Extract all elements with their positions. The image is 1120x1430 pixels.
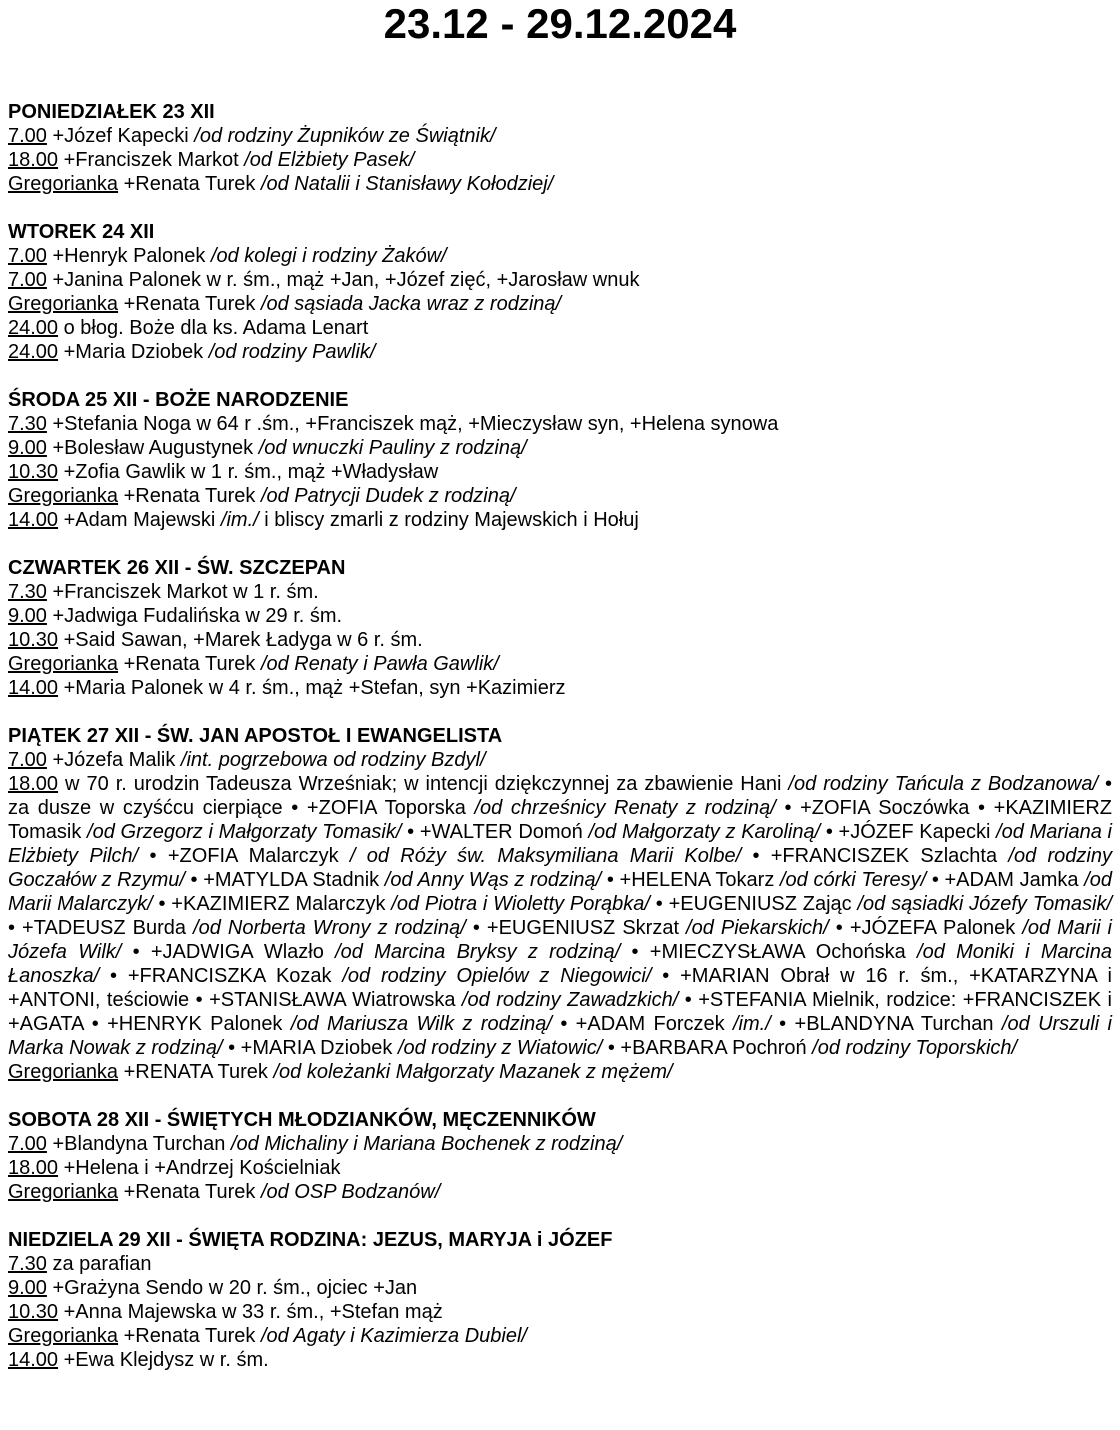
mass-entry xyxy=(8,628,1112,652)
mass-intention: +RENATA Turek xyxy=(123,1061,268,1083)
mass-entry xyxy=(8,244,1112,268)
intention-note: /od rodziny Zawadzkich/ xyxy=(461,989,679,1011)
mass-time: 7.30 xyxy=(8,581,47,603)
intention-tail: i bliscy zmarli z rodziny Majewskich i Hołuj xyxy=(264,509,639,531)
intention-note: /od Moniki i Marcina Łanoszka/ xyxy=(8,941,1112,987)
mass-entry xyxy=(8,340,1112,364)
mass-time: 14.00 xyxy=(8,1349,59,1371)
mass-entry xyxy=(8,172,1112,196)
intention-text: • +BARBARA Pochroń xyxy=(602,1037,813,1059)
mass-time: 14.00 xyxy=(8,677,59,699)
intention-note: /od rodziny z Wiatowic/ xyxy=(397,1037,603,1059)
day-section xyxy=(8,1228,1112,1372)
mass-intention: +Franciszek Markot w 1 r. śm. xyxy=(52,581,319,603)
mass-intention: +Józefa Malik xyxy=(52,749,176,771)
mass-time: 9.00 xyxy=(8,605,47,627)
intention-note: /od koleżanki Małgorzaty Mazanek z mężem/ xyxy=(273,1061,673,1083)
intention-note: /od Anny Wąs z rodziną/ xyxy=(384,869,602,891)
mass-time: 10.30 xyxy=(8,1301,59,1323)
mass-intention: o błog. Boże dla ks. Adama Lenart xyxy=(63,317,369,339)
intention-text: • +STEFANIA Mielnik, rodzice: +FRANCISZEK i +AGATA • +HENRYK Palonek xyxy=(8,989,1113,1035)
intention-note: /od OSP Bodzanów/ xyxy=(260,1181,441,1203)
intention-note: /od kolegi i rodziny Żaków/ xyxy=(210,245,447,267)
collective-intentions-paragraph xyxy=(8,772,1112,1060)
mass-intention: +Ewa Klejdysz w r. śm. xyxy=(63,1349,269,1371)
mass-time: Gregorianka xyxy=(8,485,119,507)
intention-note: /od Mariusza Wilk z rodziną/ xyxy=(290,1013,552,1035)
intention-text: • +MATYLDA Stadnik xyxy=(184,869,385,891)
mass-entry xyxy=(8,1060,1112,1084)
intention-note: /od córki Teresy/ xyxy=(780,869,927,891)
intention-note: /od rodziny Żupników ze Świątnik/ xyxy=(194,125,496,147)
intention-note: /od Piekarskich/ xyxy=(686,917,829,939)
intention-text: • +MARIAN Obrał w 16 r. śm., +KATARZYNA i +ANTONI, teściowie • +STANISŁAWA Wiatrowska xyxy=(8,965,1112,1011)
mass-entry xyxy=(8,1132,1112,1156)
intention-text: • +ZOFIA Malarczyk xyxy=(138,845,350,867)
day-section xyxy=(8,220,1112,364)
mass-time: 7.00 xyxy=(8,749,47,771)
intention-note: /od Patrycji Dudek z rodziną/ xyxy=(260,485,516,507)
day-heading: SOBOTA 28 XII - ŚWIĘTYCH MŁODZIANKÓW, MĘCZENNIKÓW xyxy=(8,1109,596,1131)
day-section xyxy=(8,1108,1112,1204)
mass-intention: +Renata Turek xyxy=(123,173,256,195)
intention-note: /od Marii Malarczyk/ xyxy=(8,869,1112,915)
intention-text: • +ADAM Forczek xyxy=(551,1013,733,1035)
mass-entry xyxy=(8,580,1112,604)
mass-entry xyxy=(8,1156,1112,1180)
mass-intention: +Henryk Palonek xyxy=(52,245,206,267)
mass-entry xyxy=(8,268,1112,292)
intention-note: /od Elżbiety Pasek/ xyxy=(244,149,415,171)
mass-time: 7.30 xyxy=(8,413,47,435)
intention-text: • +ADAM Jamka xyxy=(926,869,1085,891)
mass-time: 7.00 xyxy=(8,1133,47,1155)
mass-intention: +Blandyna Turchan xyxy=(52,1133,226,1155)
intention-note: /od Urszuli i Marka Nowak z rodziną/ xyxy=(8,1013,1112,1059)
intention-note: /od Mariana i Elżbiety Pilch/ xyxy=(8,821,1112,867)
mass-intention: +Adam Majewski xyxy=(63,509,216,531)
page-title: 23.12 - 29.12.2024 xyxy=(383,0,737,47)
intention-note: /od sąsiada Jacka wraz z rodziną/ xyxy=(260,293,562,315)
intention-text: • +EUGENIUSZ Skrzat xyxy=(465,917,687,939)
mass-intention: +Helena i +Andrzej Kościelniak xyxy=(63,1157,341,1179)
day-heading: ŚRODA 25 XII - BOŻE NARODZENIE xyxy=(8,389,349,411)
intention-note: /im./ xyxy=(733,1013,771,1035)
mass-entry xyxy=(8,1252,1112,1276)
mass-entry xyxy=(8,412,1112,436)
mass-entry xyxy=(8,604,1112,628)
day-heading: WTOREK 24 XII xyxy=(8,221,155,243)
mass-intention: +Janina Palonek w r. śm., mąż +Jan, +Józef zięć, +Jarosław wnuk xyxy=(52,269,640,291)
mass-entry xyxy=(8,1276,1112,1300)
intention-note: /im./ xyxy=(220,509,259,531)
mass-time: Gregorianka xyxy=(8,1181,119,1203)
intention-note: /od Marcina Bryksy z rodziną/ xyxy=(335,941,621,963)
mass-time: Gregorianka xyxy=(8,293,119,315)
mass-entry xyxy=(8,460,1112,484)
intention-note: /od rodziny Goczałów z Rzymu/ xyxy=(8,845,1112,891)
mass-intention: +Renata Turek xyxy=(123,1325,256,1347)
mass-time: 7.00 xyxy=(8,125,47,147)
mass-intention: +Jadwiga Fudalińska w 29 r. śm. xyxy=(52,605,343,627)
mass-intention: +Bolesław Augustynek xyxy=(52,437,254,459)
mass-entry xyxy=(8,292,1112,316)
mass-time: 7.00 xyxy=(8,269,47,291)
day-heading: PONIEDZIAŁEK 23 XII xyxy=(8,101,215,123)
mass-entry xyxy=(8,1324,1112,1348)
day-section xyxy=(8,100,1112,196)
mass-intention: +Maria Palonek w 4 r. śm., mąż +Stefan, syn +Kazimierz xyxy=(63,677,566,699)
mass-entry xyxy=(8,676,1112,700)
mass-time: 7.30 xyxy=(8,1253,47,1275)
mass-intention: +Renata Turek xyxy=(123,485,256,507)
mass-time: 24.00 xyxy=(8,317,59,339)
mass-intention: za parafian xyxy=(52,1253,152,1275)
mass-entry xyxy=(8,748,1112,772)
mass-intention: +Franciszek Markot xyxy=(63,149,239,171)
mass-time: 9.00 xyxy=(8,1277,47,1299)
mass-time: Gregorianka xyxy=(8,1061,119,1083)
intention-text: • +KAZIMIERZ Malarczyk xyxy=(152,893,392,915)
intention-note: /od rodziny Tańcula z Bodzanowa/ xyxy=(788,773,1098,795)
mass-entry xyxy=(8,1348,1112,1372)
intention-text: • +MIECZYSŁAWA Ochońska xyxy=(620,941,918,963)
mass-entry xyxy=(8,508,1112,532)
mass-entry xyxy=(8,316,1112,340)
intention-text: • +EUGENIUSZ Zając xyxy=(649,893,858,915)
day-heading: PIĄTEK 27 XII - ŚW. JAN APOSTOŁ I EWANGELISTA xyxy=(8,725,503,747)
mass-intention: +Zofia Gawlik w 1 r. śm., mąż +Władysław xyxy=(63,461,439,483)
intention-text: • +BLANDYNA Turchan xyxy=(770,1013,1002,1035)
mass-intention: +Anna Majewska w 33 r. śm., +Stefan mąż xyxy=(63,1301,443,1323)
intention-note: /od rodziny Opielów z Niegowici/ xyxy=(342,965,652,987)
day-heading: NIEDZIELA 29 XII - ŚWIĘTA RODZINA: JEZUS, MARYJA i JÓZEF xyxy=(8,1229,613,1251)
intention-text: • +JADWIGA Wlazło xyxy=(121,941,336,963)
intention-text: • +FRANCISZEK Szlachta xyxy=(741,845,1009,867)
mass-entry xyxy=(8,652,1112,676)
intention-note: /int. pogrzebowa od rodziny Bzdyl/ xyxy=(180,749,486,771)
mass-time: 18.00 xyxy=(8,1157,59,1179)
intention-note: /od chrześnicy Renaty z rodziną/ xyxy=(474,797,776,819)
mass-entry xyxy=(8,124,1112,148)
mass-intention: +Grażyna Sendo w 20 r. śm., ojciec +Jan xyxy=(52,1277,418,1299)
mass-time: Gregorianka xyxy=(8,173,119,195)
intention-text: • za dusze w czyśćcu cierpiące • +ZOFIA Toporska xyxy=(8,773,1112,819)
intention-note: /od wnuczki Pauliny z rodziną/ xyxy=(258,437,527,459)
intention-note: /od Norberta Wrony z rodziną/ xyxy=(193,917,466,939)
intention-note: / od Róży św. Maksymiliana Marii Kolbe/ xyxy=(349,845,742,867)
mass-time: 24.00 xyxy=(8,341,59,363)
mass-time: 7.00 xyxy=(8,245,47,267)
mass-intention: +Renata Turek xyxy=(123,653,256,675)
intention-note: /od Natalii i Stanisławy Kołodziej/ xyxy=(260,173,554,195)
day-section xyxy=(8,388,1112,532)
mass-time: 10.30 xyxy=(8,629,59,651)
intention-note: /od rodziny Toporskich/ xyxy=(812,1037,1018,1059)
mass-intention: +Stefania Noga w 64 r .śm., +Franciszek mąż, +Mieczysław syn, +Helena synowa xyxy=(52,413,779,435)
mass-intention: +Renata Turek xyxy=(123,293,256,315)
mass-time: 9.00 xyxy=(8,437,47,459)
intention-note: /od Grzegorz i Małgorzaty Tomasik/ xyxy=(87,821,402,843)
intention-text: • +ZOFIA Soczówka • +KAZIMIERZ Tomasik xyxy=(8,797,1112,843)
intention-note: /od Michaliny i Mariana Bochenek z rodziną/ xyxy=(230,1133,623,1155)
mass-intention: +Maria Dziobek xyxy=(63,341,204,363)
mass-time: Gregorianka xyxy=(8,1325,119,1347)
intention-text: • +WALTER Domoń xyxy=(401,821,589,843)
intention-note: /od Małgorzaty z Karoliną/ xyxy=(588,821,821,843)
mass-intention: +Said Sawan, +Marek Ładyga w 6 r. śm. xyxy=(63,629,423,651)
mass-schedule xyxy=(8,100,1112,1396)
day-section xyxy=(8,724,1112,1084)
day-section xyxy=(8,556,1112,700)
intention-note: /od Marii i Józefa Wilk/ xyxy=(8,917,1112,963)
mass-entry xyxy=(8,484,1112,508)
intention-text: • +JÓZEFA Palonek xyxy=(828,917,1023,939)
day-heading: CZWARTEK 26 XII - ŚW. SZCZEPAN xyxy=(8,557,346,579)
intention-text: • +HELENA Tokarz xyxy=(601,869,780,891)
intention-text: • +MARIA Dziobek xyxy=(222,1037,398,1059)
mass-time: 18.00 xyxy=(8,149,59,171)
intention-note: /od Agaty i Kazimierza Dubiel/ xyxy=(260,1325,527,1347)
intention-text: • +FRANCISZKA Kozak xyxy=(99,965,343,987)
intention-note: /od rodziny Pawlik/ xyxy=(208,341,376,363)
intention-text: w 70 r. urodzin Tadeusza Wrześniak; w intencji dziękczynnej za zbawienie Hani xyxy=(58,773,789,795)
mass-intention: +Józef Kapecki xyxy=(52,125,189,147)
intention-text: • +JÓZEF Kapecki xyxy=(820,821,997,843)
mass-time: Gregorianka xyxy=(8,653,119,675)
mass-entry xyxy=(8,436,1112,460)
mass-intention: +Renata Turek xyxy=(123,1181,256,1203)
mass-entry xyxy=(8,148,1112,172)
mass-time: 10.30 xyxy=(8,461,59,483)
intention-note: /od Piotra i Wioletty Porąbka/ xyxy=(391,893,650,915)
mass-time: 14.00 xyxy=(8,509,59,531)
intention-text: • +TADEUSZ Burda xyxy=(8,917,194,939)
intention-note: /od sąsiadki Józefy Tomasik/ xyxy=(857,893,1113,915)
mass-entry xyxy=(8,1300,1112,1324)
mass-time: 18.00 xyxy=(8,773,59,795)
intention-note: /od Renaty i Pawła Gawlik/ xyxy=(260,653,499,675)
mass-entry xyxy=(8,1180,1112,1204)
